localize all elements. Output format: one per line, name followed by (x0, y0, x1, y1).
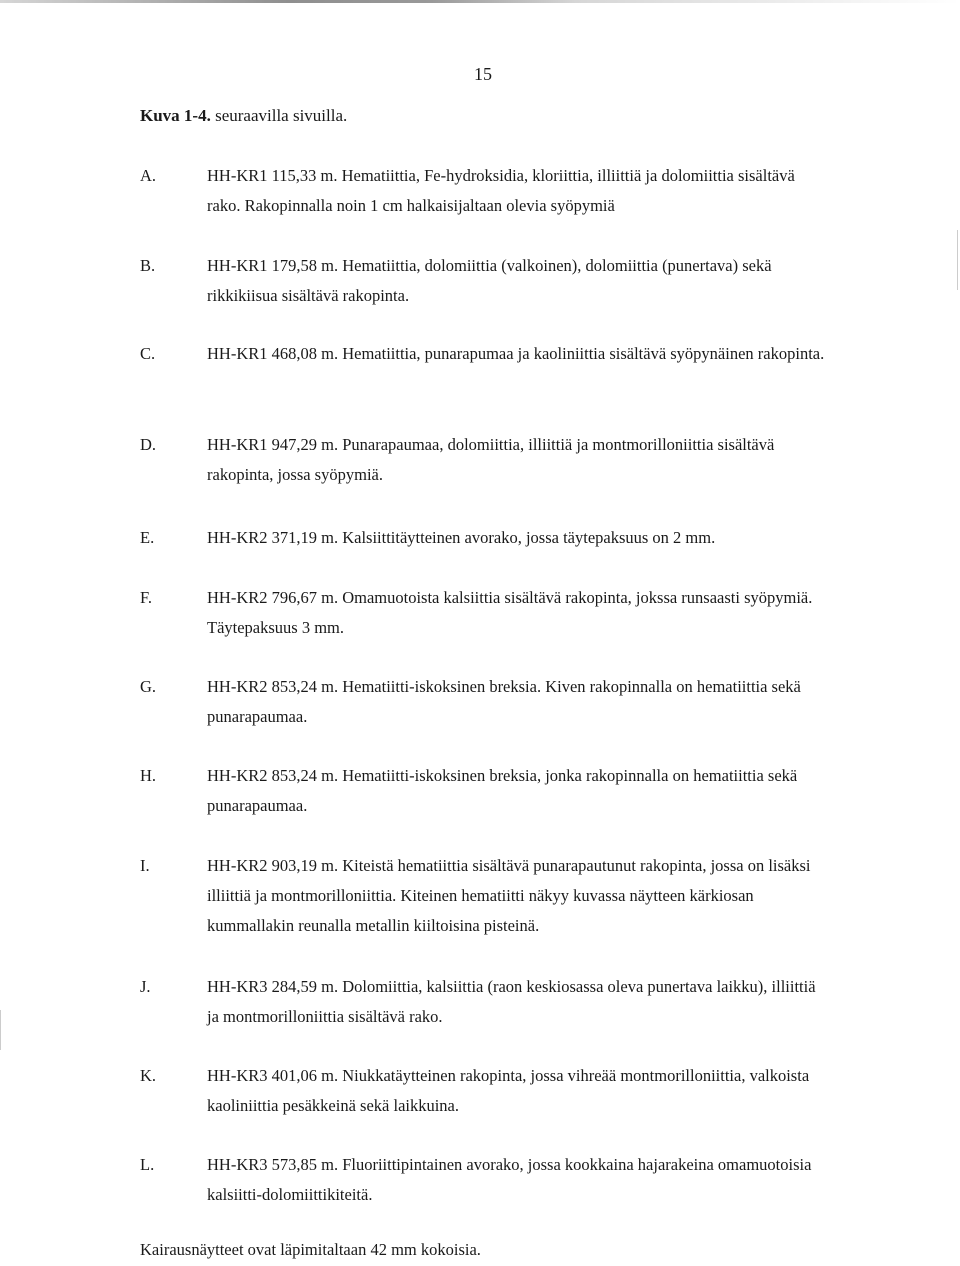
list-item (140, 430, 830, 490)
scan-edge-mark (0, 1010, 1, 1050)
item-text: HH-KR2 371,19 m. Kalsiittitäytteinen avorako, jossa täytepaksuus on 2 mm. (207, 528, 716, 547)
item-letter: A. (140, 166, 157, 185)
scan-edge-line (0, 0, 960, 3)
list-item (140, 851, 830, 941)
item-letter: I. (140, 856, 150, 875)
item-text: HH-KR1 947,29 m. Punarapaumaa, dolomiittia, illiittiä ja montmorilloniittia sisältävä rakopinta, jossa syöpymiä. (207, 435, 775, 484)
list-item (140, 583, 830, 643)
list-item (140, 161, 830, 221)
item-letter: E. (140, 528, 155, 547)
list-item (140, 672, 830, 732)
item-text: HH-KR2 903,19 m. Kiteistä hematiittia sisältävä punarapautunut rakopinta, jossa on lisäksi illiittiä ja montmorilloniittia. Kiteinen hematiitti näkyy kuvassa näytteen kärkiosan kummallakin reunalla metallin kiiltoisina pisteinä. (207, 856, 811, 935)
footer-note: Kairausnäytteet ovat läpimitaltaan 42 mm kokoisia. (140, 1240, 481, 1259)
item-letter: J. (140, 977, 151, 996)
caption-text: seuraavilla sivuilla. (210, 106, 348, 125)
list-item (140, 761, 830, 821)
item-letter: B. (140, 256, 156, 275)
item-text: HH-KR2 796,67 m. Omamuotoista kalsiittia sisältävä rakopinta, jokssa runsaasti syöpymiä. Täytepaksuus 3 mm. (207, 588, 813, 637)
item-text: HH-KR2 853,24 m. Hematiitti-iskoksinen breksia, jonka rakopinnalla on hematiittia sekä punarapaumaa. (207, 766, 798, 815)
page-number: 15 (474, 64, 492, 84)
item-text: HH-KR1 179,58 m. Hematiittia, dolomiittia (valkoinen), dolomiittia (punertava) sekä rikkikiisua sisältävä rakopinta. (207, 256, 772, 305)
item-letter: K. (140, 1066, 157, 1085)
list-item (140, 1061, 830, 1121)
item-letter: F. (140, 588, 152, 607)
item-text: HH-KR3 284,59 m. Dolomiittia, kalsiittia (raon keskiosassa oleva punertava laikku), illiittiä ja montmorilloniittia sisältävä rako. (207, 977, 816, 1026)
item-letter: D. (140, 435, 157, 454)
scan-edge-mark (957, 230, 958, 290)
list-item (140, 251, 830, 311)
item-text: HH-KR1 468,08 m. Hematiittia, punarapumaa ja kaoliniittia sisältävä syöpynäinen rakopinta. (207, 344, 825, 363)
item-text: HH-KR2 853,24 m. Hematiitti-iskoksinen breksia. Kiven rakopinnalla on hematiittia sekä punarapaumaa. (207, 677, 801, 726)
item-letter: C. (140, 344, 156, 363)
list-item (140, 972, 830, 1032)
item-letter: H. (140, 766, 157, 785)
item-text: HH-KR3 573,85 m. Fluoriittipintainen avorako, jossa kookkaina hajarakeina omamuotoisia kalsiitti-dolomiittikiteitä. (207, 1155, 812, 1204)
list-item (140, 1150, 830, 1210)
figure-caption (140, 106, 347, 126)
list-item (140, 339, 830, 399)
item-letter: L. (140, 1155, 155, 1174)
item-text: HH-KR3 401,06 m. Niukkatäytteinen rakopinta, jossa vihreää montmorilloniittia, valkoista kaoliniittia pesäkkeinä sekä laikkuina. (207, 1066, 810, 1115)
caption-label: Kuva 1-4. (140, 106, 211, 125)
list-item (140, 523, 830, 553)
item-text: HH-KR1 115,33 m. Hematiittia, Fe-hydroksidia, kloriittia, illiittiä ja dolomiittia sisältävä rako. Rakopinnalla noin 1 cm halkaisijaltaan olevia syöpymiä (207, 166, 795, 215)
item-letter: G. (140, 677, 157, 696)
